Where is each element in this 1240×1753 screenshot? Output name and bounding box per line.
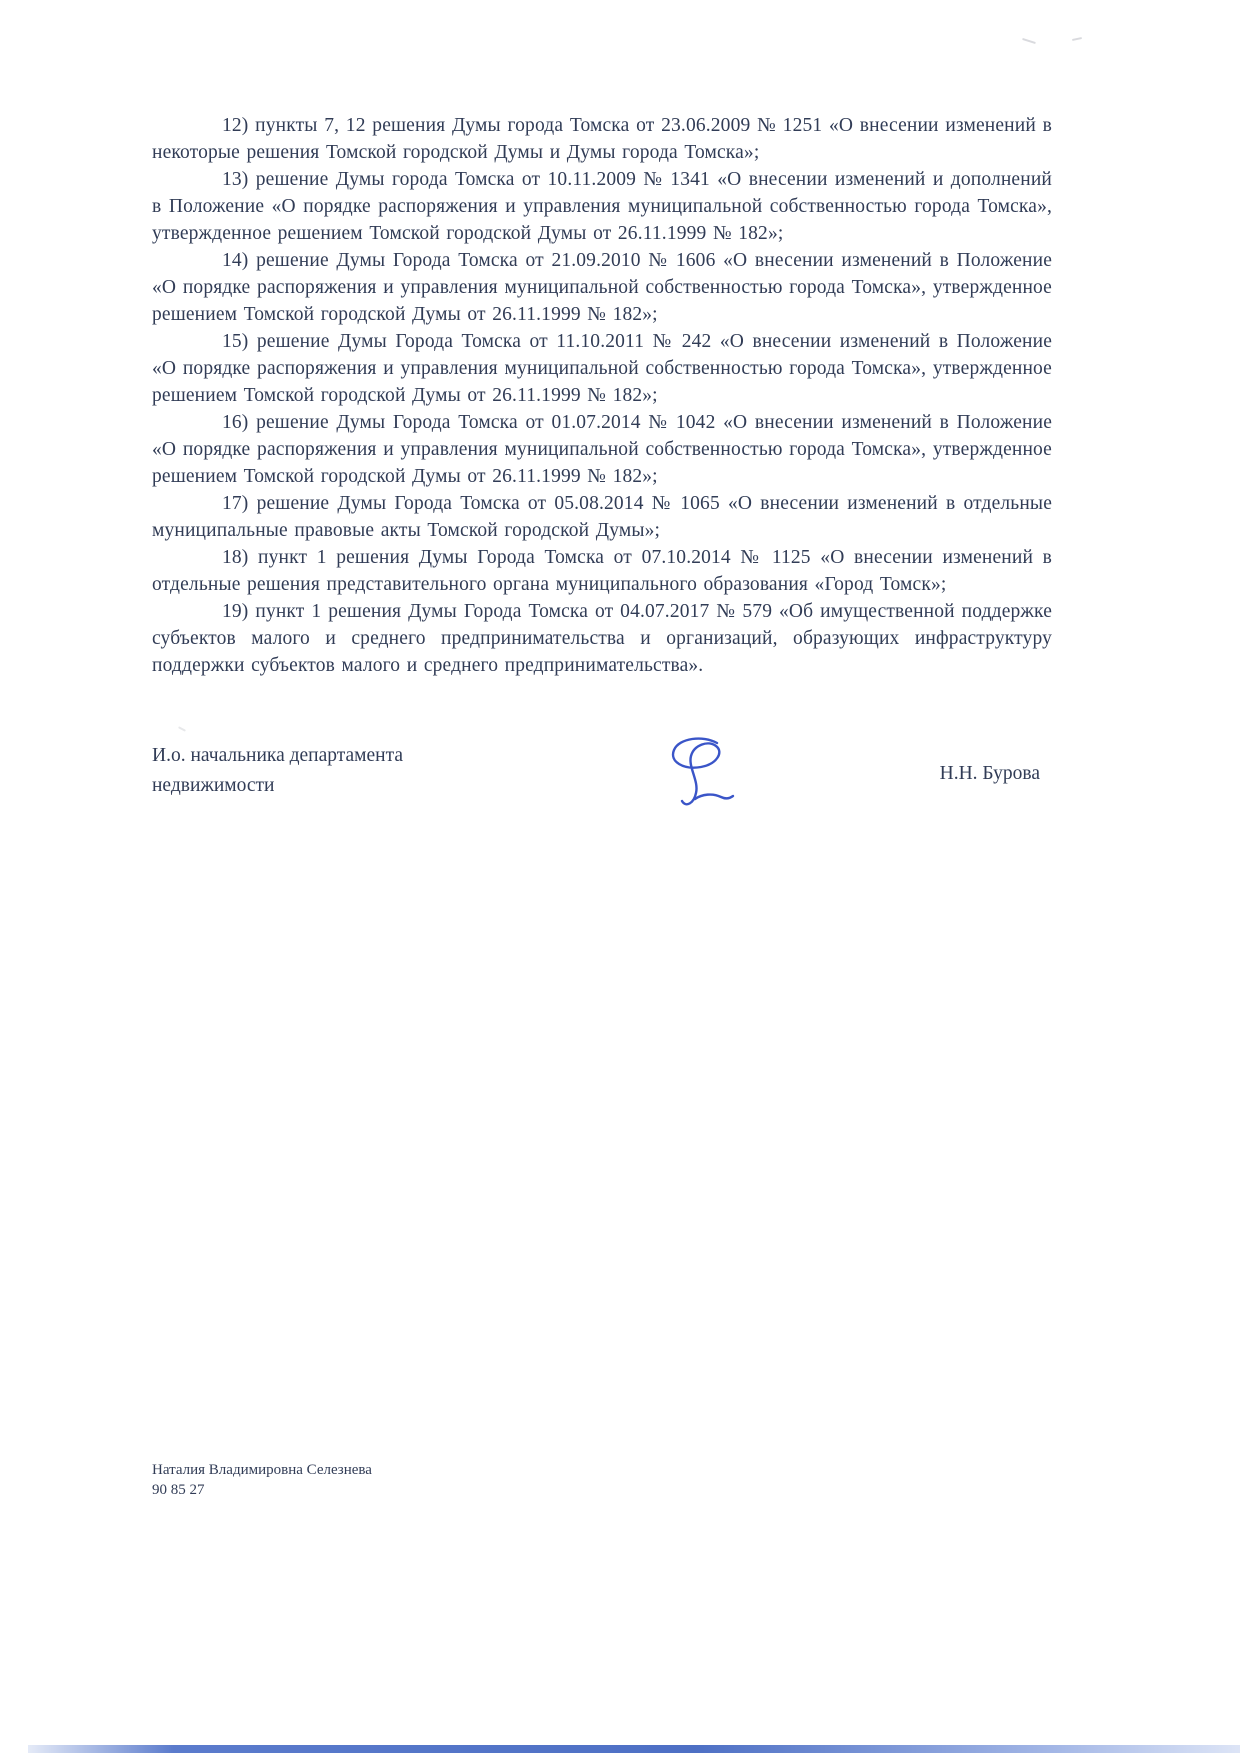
document-body — [152, 112, 1052, 841]
signer-position-line1: И.о. начальника департамента — [152, 745, 404, 766]
executor-footer — [152, 1460, 372, 1500]
signer-position-line2: недвижимости — [152, 775, 275, 796]
scan-artifact-icon — [1072, 37, 1082, 41]
legal-item-12: 12) пункты 7, 12 решения Думы города Томска от 23.06.2009 № 1251 «О внесении изменений в некоторые решения Томской городской Думы и Думы города Томска»; — [152, 115, 1052, 163]
legal-item-13: 13) решение Думы города Томска от 10.11.2009 № 1341 «О внесении изменений и дополнений в Положение «О порядке распоряжения и управления муниципальной собственностью города Томска», утвержденное решением Томской городской Думы от 26.11.1999 № 182»; — [152, 169, 1052, 244]
signature-block — [152, 741, 1052, 841]
legal-item-18: 18) пункт 1 решения Думы Города Томска от 07.10.2014 № 1125 «О внесении изменений в отдельные решения представительного органа муниципального образования «Город Томск»; — [152, 547, 1052, 595]
scan-artifact-icon — [1022, 38, 1036, 44]
legal-item-15: 15) решение Думы Города Томска от 11.10.2011 № 242 «О внесении изменений в Положение «О порядке распоряжения и управления муниципальной собственностью города Томска», утвержденное решением Томской городской Думы от 26.11.1999 № 182»; — [152, 331, 1052, 406]
scan-edge-artifact — [28, 1745, 1240, 1753]
signer-position — [152, 741, 403, 801]
legal-item-17: 17) решение Думы Города Томска от 05.08.2014 № 1065 «О внесении изменений в отдельные муниципальные правовые акты Томской городской Думы»; — [152, 493, 1052, 541]
signer-name: Н.Н. Бурова — [939, 763, 1040, 784]
legal-item-14: 14) решение Думы Города Томска от 21.09.2010 № 1606 «О внесении изменений в Положение «О порядке распоряжения и управления муниципальной собственностью города Томска», утвержденное решением Томской городской Думы от 26.11.1999 № 182»; — [152, 250, 1052, 325]
handwritten-signature-icon — [657, 733, 752, 818]
executor-phone: 90 85 27 — [152, 1482, 205, 1498]
legal-item-19: 19) пункт 1 решения Думы Города Томска от 04.07.2017 № 579 «Об имущественной поддержке субъектов малого и среднего предпринимательства и организаций, образующих инфраструктуру поддержки субъектов малого и среднего предпринимательства». — [152, 601, 1052, 676]
executor-name: Наталия Владимировна Селезнева — [152, 1462, 372, 1478]
legal-item-16: 16) решение Думы Города Томска от 01.07.2014 № 1042 «О внесении изменений в Положение «О порядке распоряжения и управления муниципальной собственностью города Томска», утвержденное решением Томской городской Думы от 26.11.1999 № 182»; — [152, 412, 1052, 487]
